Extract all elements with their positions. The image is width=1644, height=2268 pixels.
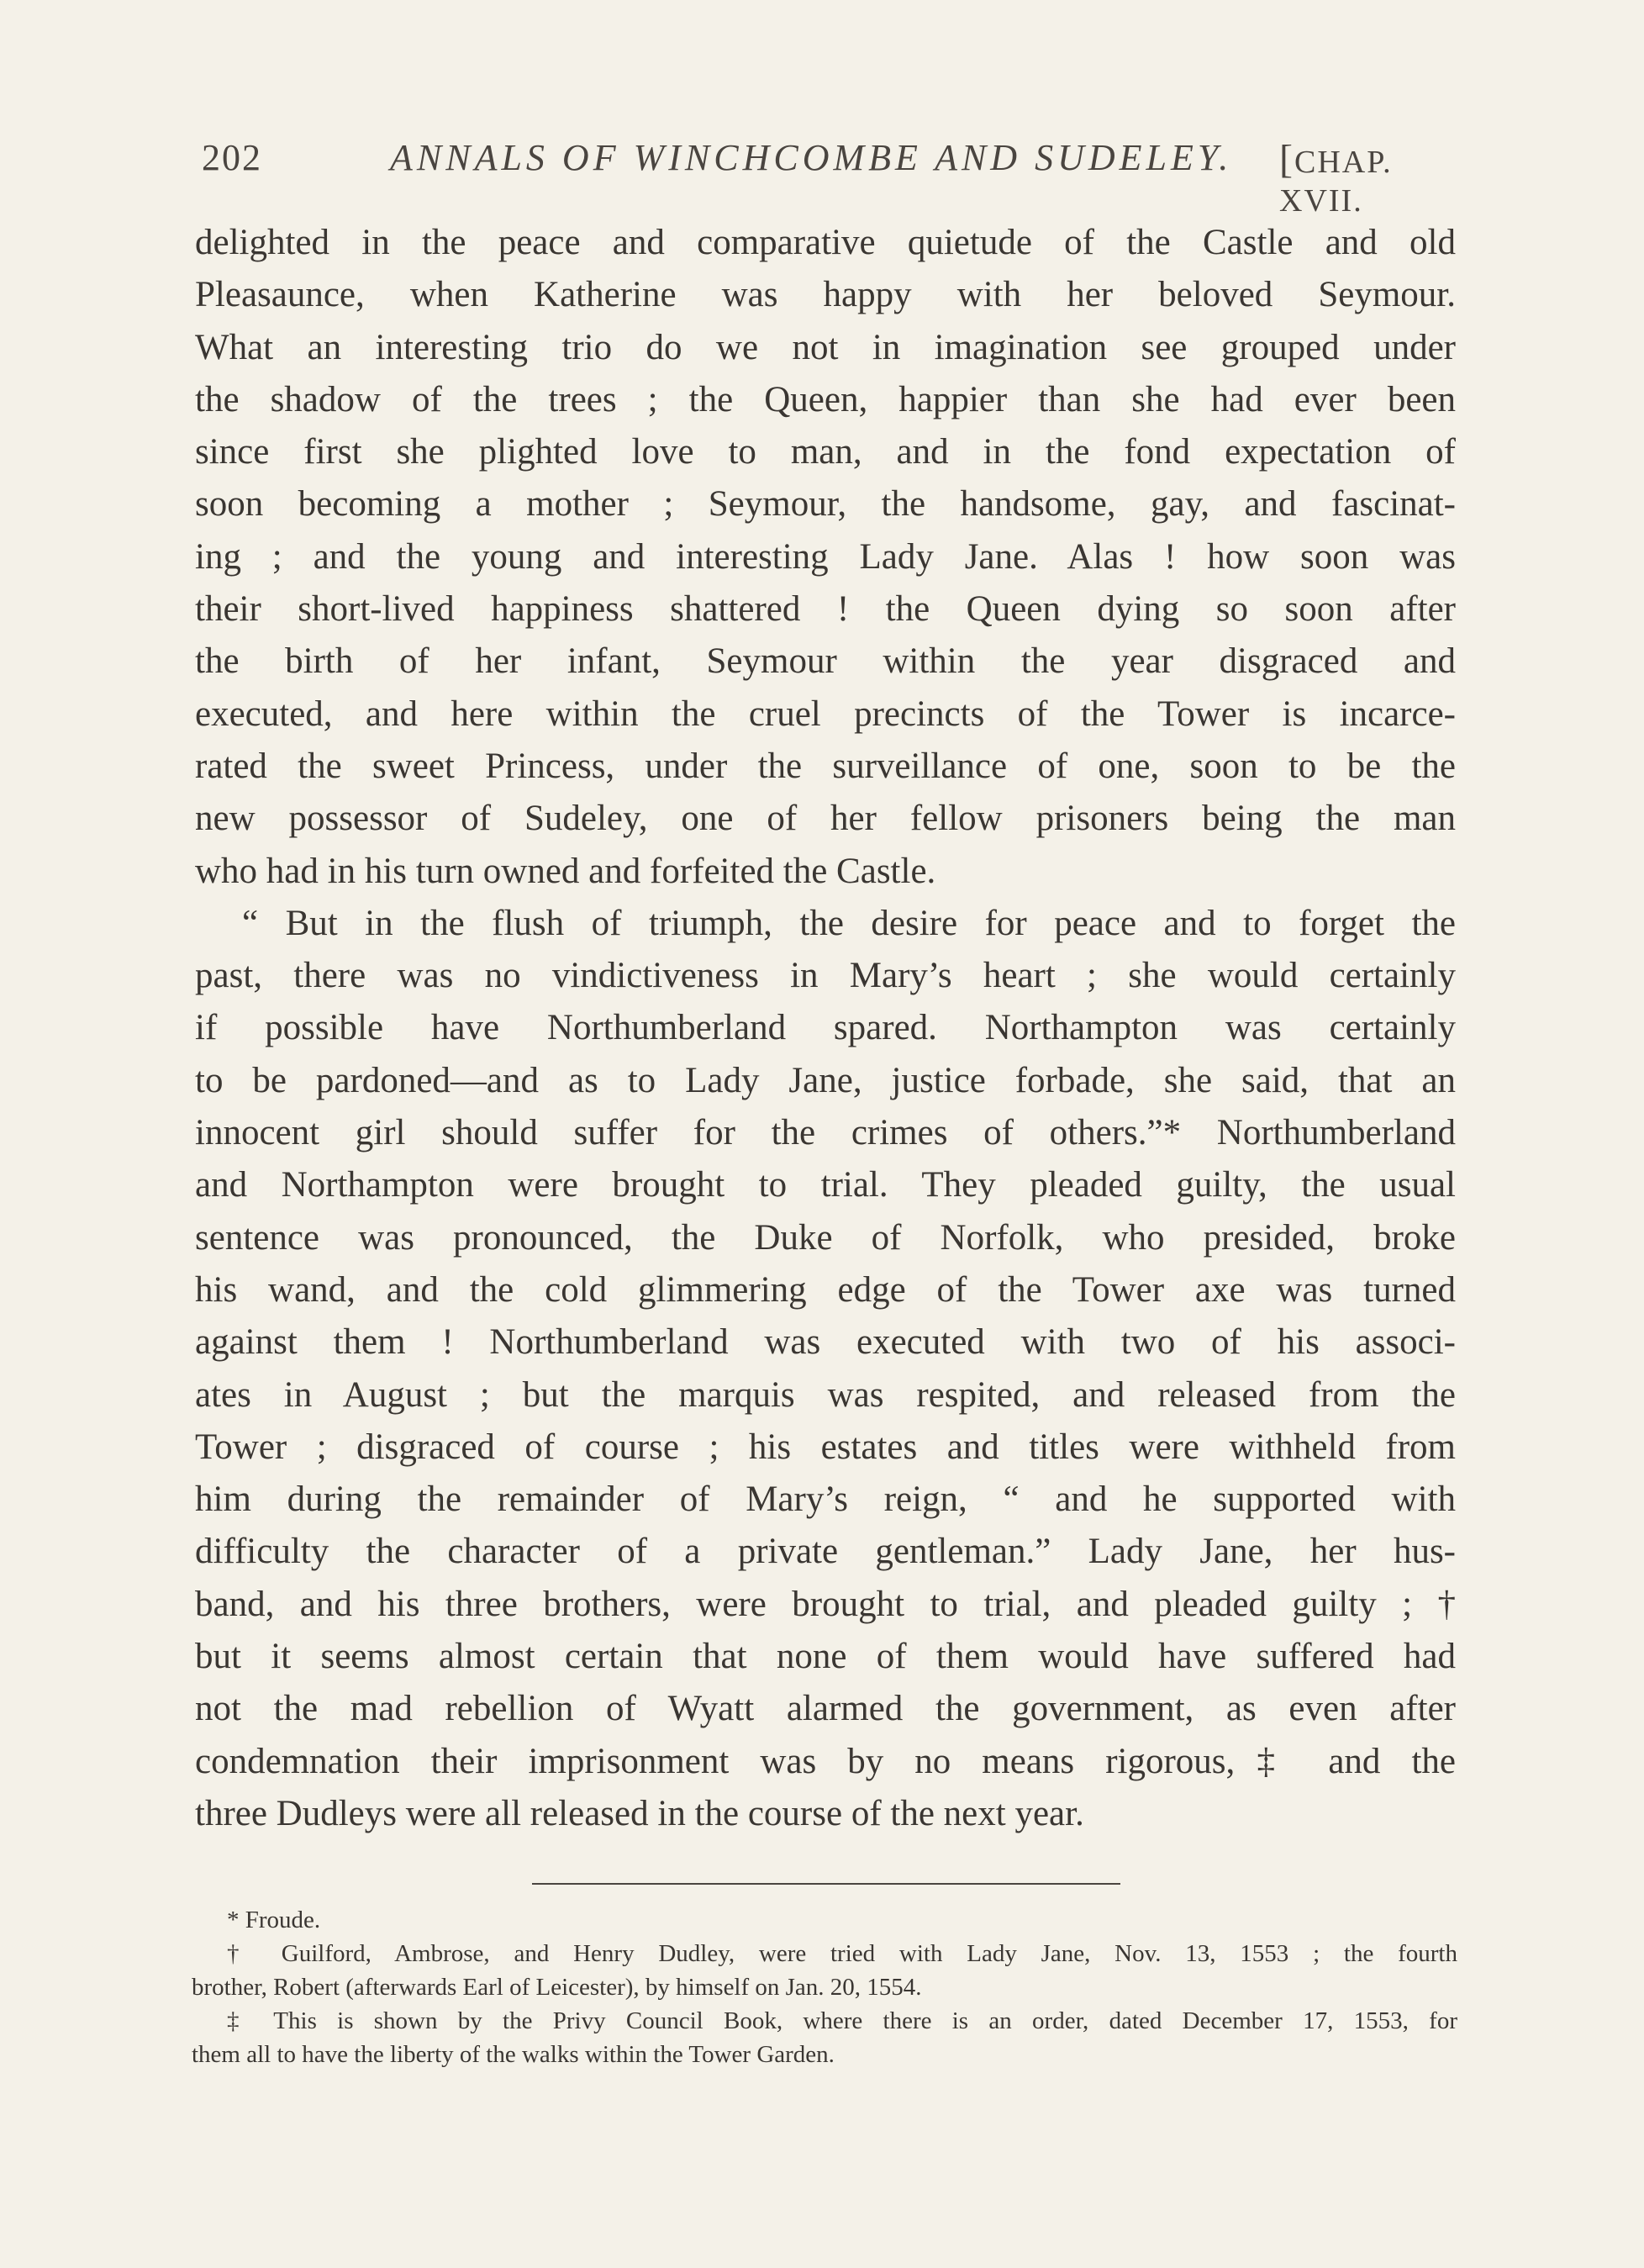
text-line: ates in August ; but the marquis was respited, and released from the [195, 1374, 1456, 1415]
footnote-line: them all to have the liberty of the walks within the Tower Garden. [192, 2041, 835, 2068]
text-line: not the mad rebellion of Wyatt alarmed the government, as even after [195, 1689, 1456, 1729]
text-line: since first she plighted love to man, and in the fond expectation of [195, 432, 1456, 472]
text-line: ing ; and the young and interesting Lady Jane. Alas ! how soon was [195, 536, 1456, 577]
text-line: sentence was pronounced, the Duke of Norfolk, who presided, broke [195, 1217, 1456, 1258]
text-line: who had in his turn owned and forfeited the Castle. [195, 851, 936, 891]
text-line: past, there was no vindictiveness in Mary’s heart ; she would certainly [195, 956, 1456, 996]
running-head [195, 126, 1456, 219]
chapter-label: CHAP. XVII. [1279, 145, 1393, 219]
text-line: to be pardoned—and as to Lady Jane, justice forbade, she said, that an [195, 1060, 1456, 1100]
text-line: condemnation their imprisonment was by no means rigorous,‡ and the [195, 1741, 1456, 1781]
text-line: What an interesting trio do we not in imagination see grouped under [195, 327, 1456, 367]
text-line: delighted in the peace and comparative quietude of the Castle and old [195, 223, 1456, 262]
text-line: his wand, and the cold glimmering edge of the Tower axe was turned [195, 1269, 1456, 1310]
text-line: innocent girl should suffer for the crimes of others.”* Northumberland [195, 1113, 1456, 1153]
text-line: soon becoming a mother ; Seymour, the handsome, gay, and fascinat- [195, 484, 1456, 525]
text-line: band, and his three brothers, were brought to trial, and pleaded guilty ; † [195, 1584, 1456, 1624]
text-line: new possessor of Sudeley, one of her fellow prisoners being the man [195, 799, 1456, 839]
text-line: if possible have Northumberland spared. Northampton was certainly [195, 1008, 1456, 1048]
text-line: the birth of her infant, Seymour within the year disgraced and [195, 641, 1456, 682]
footnote-line: ‡ This is shown by the Privy Council Book, where there is an order, dated December 17, 1553, for [227, 2007, 1457, 2034]
text-line: and Northampton were brought to trial. They pleaded guilty, the usual [195, 1165, 1456, 1205]
footnotes [192, 1903, 1457, 2071]
footnote-divider [532, 1883, 1120, 1885]
text-line: difficulty the character of a private gentleman.” Lady Jane, her hus- [195, 1532, 1456, 1572]
body-text [195, 217, 1456, 1840]
text-line: their short-lived happiness shattered ! the Queen dying so soon after [195, 589, 1456, 630]
text-line: but it seems almost certain that none of them would have suffered had [195, 1637, 1456, 1677]
text-line: Tower ; disgraced of course ; his estates and titles were withheld from [195, 1427, 1456, 1467]
text-line: rated the sweet Princess, under the surveillance of one, soon to be the [195, 746, 1456, 786]
text-line: “ But in the flush of triumph, the desire for peace and to forget the [242, 903, 1456, 943]
page-number: 202 [202, 137, 262, 178]
text-line: him during the remainder of Mary’s reign, “ and he supported with [195, 1479, 1456, 1520]
text-line: Pleasaunce, when Katherine was happy with her beloved Seymour. [195, 275, 1456, 315]
footnote-line: * Froude. [227, 1907, 321, 1933]
book-title: ANNALS OF WINCHCOMBE AND SUDELEY. [390, 137, 1233, 178]
text-line: executed, and here within the cruel precincts of the Tower is incarce- [195, 694, 1456, 734]
footnote-line: brother, Robert (afterwards Earl of Leicester), by himself on Jan. 20, 1554. [192, 1974, 922, 2001]
footnote-line: † Guilford, Ambrose, and Henry Dudley, were tried with Lady Jane, Nov. 13, 1553 ; the fourth [227, 1940, 1457, 1967]
chapter-reference [1279, 136, 1456, 219]
text-line: the shadow of the trees ; the Queen, happier than she had ever been [195, 379, 1456, 419]
text-line: against them ! Northumberland was executed with two of his associ- [195, 1322, 1456, 1363]
text-line: three Dudleys were all released in the course of the next year. [195, 1793, 1084, 1833]
chapter-bracket: [ [1279, 137, 1294, 182]
